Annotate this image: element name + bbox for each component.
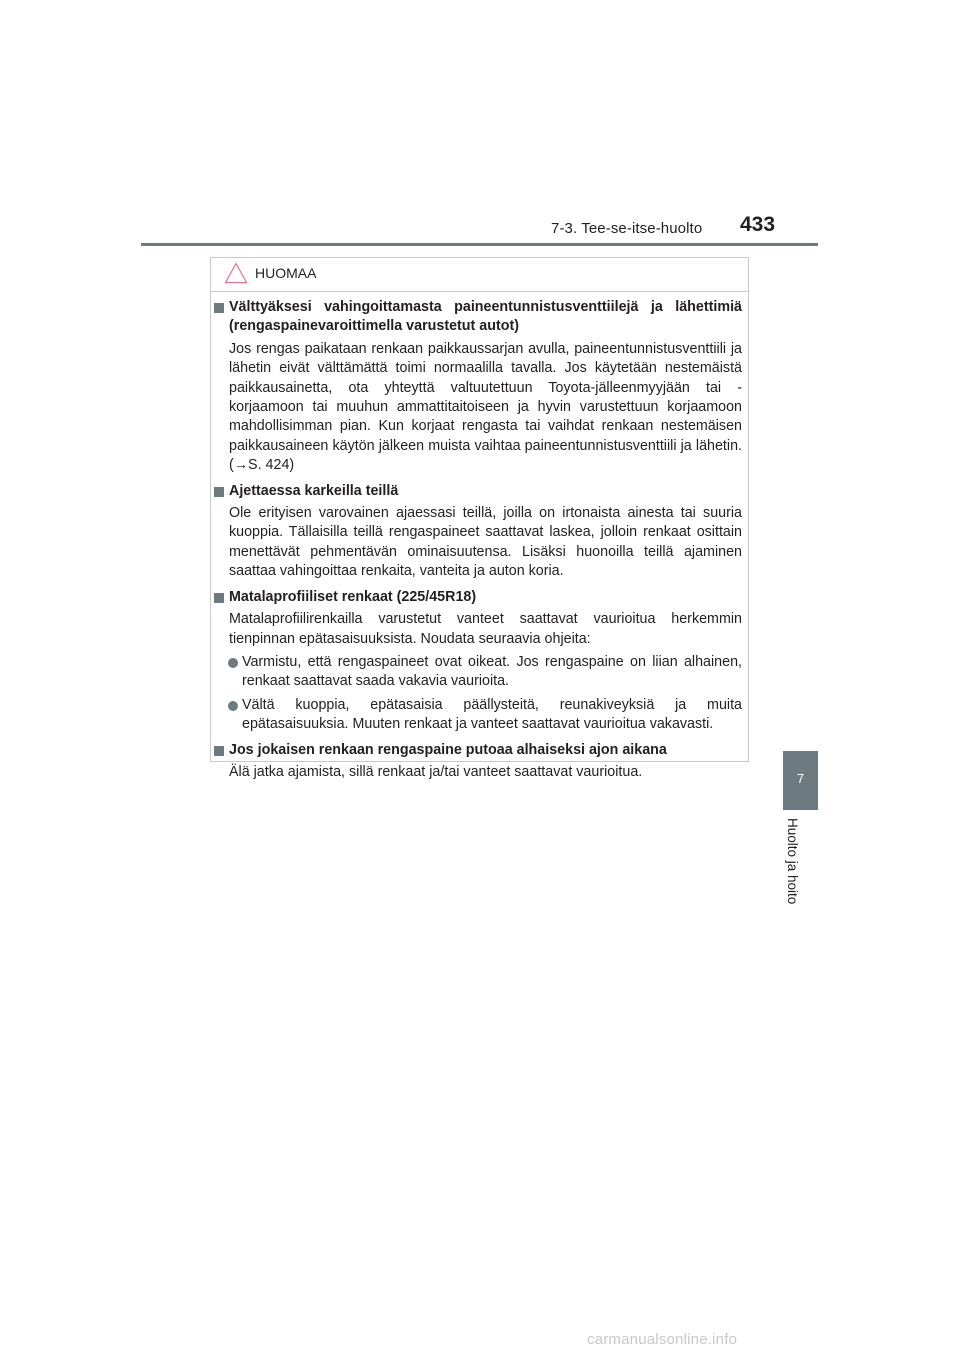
section-heading-text: Välttyäksesi vahingoittamasta paineentunnistusventtiilejä ja lähettimiä (rengaspainevaroittimella varustetut autot): [229, 299, 742, 335]
notice-divider: [211, 291, 748, 292]
section-heading-text: Jos jokaisen renkaan rengaspaine putoaa alhaiseksi ajon aikana: [229, 741, 667, 758]
notice-header: [224, 258, 316, 288]
chapter-number: 7: [796, 771, 805, 786]
section-body: Älä jatka ajamista, sillä renkaat ja/tai vanteet saattavat vaurioitua.: [229, 763, 643, 780]
notice-section: [214, 588, 742, 735]
notice-title: HUOMAA: [255, 265, 317, 281]
chapter-tab: [783, 751, 818, 810]
notice-section: [214, 298, 742, 476]
section-body: Jos rengas paikataan renkaan paikkaussarjan avulla, paineentunnistusventtiili ja lähetin eivät välttämättä toimi normaalilla tavalla. Jos käytetään nestemäistä paikkausainetta, ota yhteyttä valtuutettuun Toyota-jälleenmyyjään tai -korjaamoon tai muuhun ammattitaitoiseen ja hyvin varustettuun korjaamoon mahdollisimman pian. Kun korjaat rengasta tai vaihdat renkaan nestemäisen paikkausaineen käytön jälkeen muista vaihtaa paineentunnistusventtiili ja lähetin. (→S. 424): [229, 340, 742, 474]
section-heading-text: Matalaprofiiliset renkaat (225/45R18): [229, 588, 477, 605]
section-heading: [214, 482, 742, 501]
round-bullet-icon: [228, 658, 238, 668]
section-body: Ole erityisen varovainen ajaessasi teillä, joilla on irtonaista ainesta tai suuria kuoppia. Tällaisilla teillä rengaspaineet saattavat laskea, jolloin renkaat osittain menettävät pehmentävän ominaisuutensa. Lisäksi huonoilla teillä ajaminen saattaa vahingoittaa renkaita, vanteita ja auton koria.: [229, 505, 742, 580]
square-bullet-icon: [214, 487, 224, 497]
page-number: 433: [740, 213, 776, 236]
list-item-text: Vältä kuoppia, epätasaisia päällysteitä, reunakiveyksiä ja muita epätasaisuuksia. Muuten renkaat ja vanteet saattavat vaurioitua vakavasti.: [242, 696, 742, 733]
section-title: 7-3. Tee-se-itse-huolto: [551, 220, 703, 237]
section-heading-text: Ajettaessa karkeilla teillä: [229, 482, 399, 499]
round-bullet-icon: [228, 701, 238, 711]
list-item: [214, 653, 742, 692]
list-item-text: Varmistu, että rengaspaineet ovat oikeat. Jos rengaspaine on liian alhainen, renkaat saattavat saada vakavia vaurioita.: [242, 653, 742, 690]
notice-section: [214, 482, 742, 582]
warning-triangle-icon: [224, 262, 248, 284]
square-bullet-icon: [214, 303, 224, 313]
notice-section: [214, 741, 742, 783]
list-item: [214, 696, 742, 735]
square-bullet-icon: [214, 746, 224, 756]
section-heading: [214, 588, 742, 607]
section-heading: [214, 298, 742, 337]
square-bullet-icon: [214, 593, 224, 603]
header-divider: [141, 243, 818, 246]
chapter-title: Huolto ja hoito: [785, 818, 800, 905]
section-heading: [214, 741, 742, 760]
notice-content: [214, 298, 742, 788]
watermark: carmanualsonline.info: [587, 1331, 738, 1348]
section-body: Matalaprofiilirenkailla varustetut vanteet saattavat vaurioitua herkemmin tienpinnan epätasaisuuksista. Noudata seuraavia ohjeita:: [229, 611, 742, 647]
